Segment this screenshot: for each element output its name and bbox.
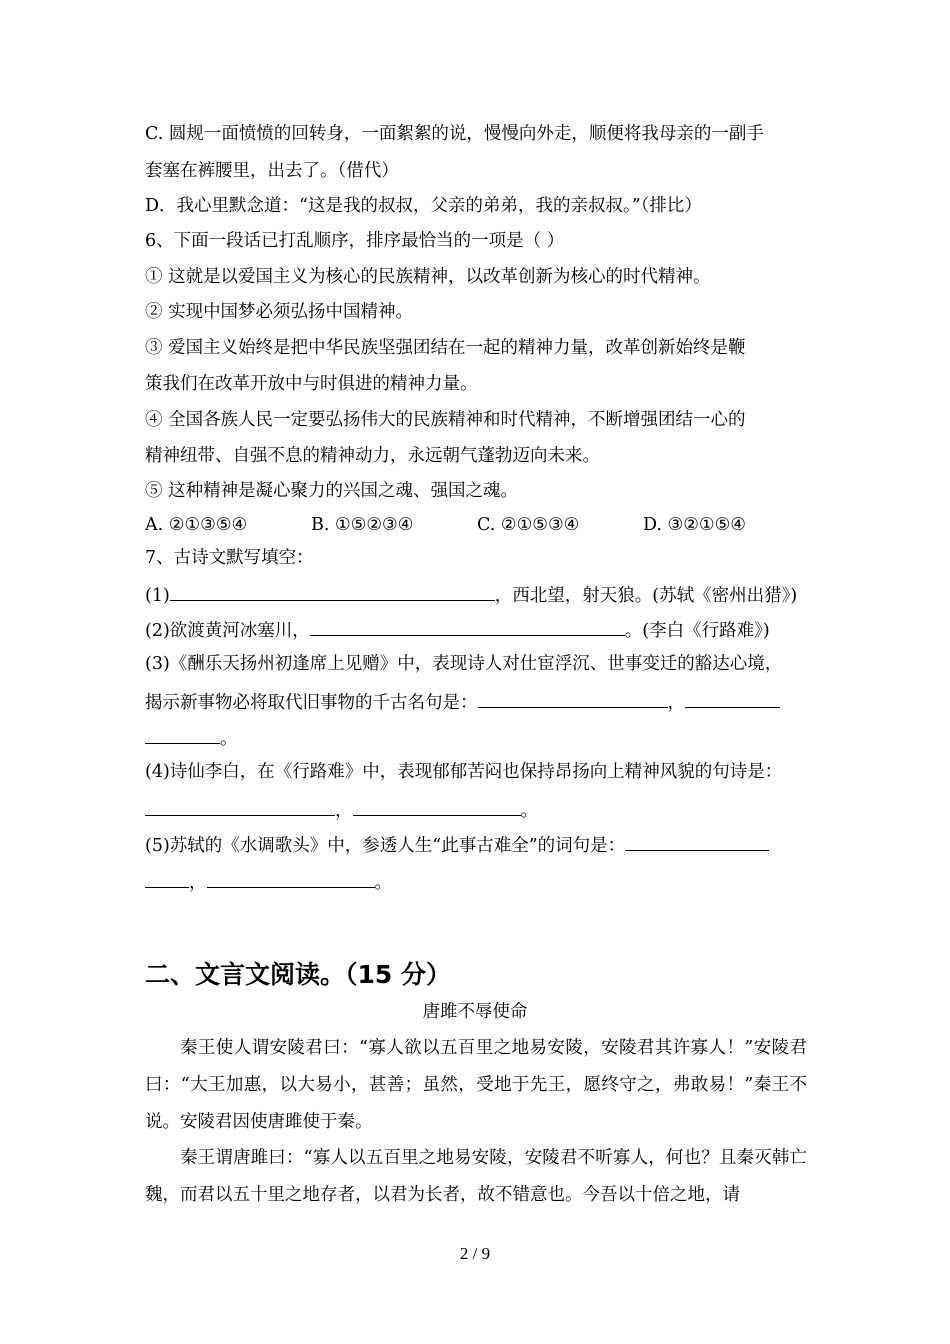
question-6-stem: 6、下面一段话已打乱顺序，排序最恰当的一项是（ ） [145, 231, 565, 251]
answer-blank[interactable] [145, 725, 220, 744]
q7-1-text: ，西北望，射天狼。(苏轼《密州出猎》) [494, 586, 798, 606]
question-7-4-line-2 [145, 797, 538, 823]
question-7-5-line-2 [145, 869, 392, 895]
answer-blank[interactable] [145, 869, 189, 888]
q7-5-text: (5)苏轼的《水调歌头》中，参透人生“此事古难全”的词句是： [145, 836, 626, 856]
period: 。 [374, 873, 392, 893]
passage-paragraph-2: 秦王谓唐雎曰：“寡人以五百里之地易安陵，安陵君不听寡人，何也？且秦灭韩亡魏，而君以五十里之地存者，以君为长者，故不错意也。今吾以十倍之地，请 [145, 1148, 807, 1205]
q7-2-text-post: 。(李白《行路难》) [624, 621, 770, 641]
question-7-2 [145, 617, 770, 643]
sentence-4-line-2: 精神纽带、自强不息的精神动力，永远朝气蓬勃迈向未来。 [145, 446, 600, 466]
option-d-choice: D. ③②①⑤④ [643, 515, 746, 535]
answer-blank[interactable] [478, 689, 668, 708]
answer-blank[interactable] [353, 797, 521, 816]
sentence-1: ① 这就是以爱国主义为核心的民族精神，以改革创新为核心的时代精神。 [145, 267, 711, 287]
period: 。 [220, 729, 238, 749]
option-d: D．我心里默念道：“这是我的叔叔，父亲的弟弟，我的亲叔叔。”（排比） [145, 196, 702, 216]
q7-3-text: 揭示新事物必将取代旧事物的千古名句是： [145, 693, 478, 713]
question-6-options [145, 513, 746, 537]
option-b: B. ①⑤②③④ [311, 515, 414, 535]
passage-title: 唐雎不辱使命 [422, 1002, 528, 1022]
answer-blank[interactable] [310, 617, 625, 636]
question-7-3-line-1: (3)《酬乐天扬州初逢席上见赠》中，表现诗人对仕宦浮沉、世事变迁的豁达心境， [145, 654, 783, 674]
option-c: C. ②①⑤③④ [477, 515, 580, 535]
sentence-3-line-1: ③ 爱国主义始终是把中华民族坚强团结在一起的精神力量，改革创新始终是鞭 [145, 338, 746, 358]
option-c-line-1: C. 圆规一面愤愤的回转身，一面絮絮的说，慢慢向外走，顺便将我母亲的一副手 [145, 124, 764, 144]
comma: ， [335, 801, 353, 821]
comma: ， [667, 693, 685, 713]
q7-2-text-pre: (2)欲渡黄河冰塞川， [145, 621, 310, 641]
option-a: A. ②①③⑤④ [145, 515, 248, 535]
period: 。 [520, 801, 538, 821]
sentence-2: ② 实现中国梦必须弘扬中国精神。 [145, 302, 414, 322]
answer-blank[interactable] [170, 582, 495, 601]
page-number: 2 / 9 [459, 1244, 491, 1263]
question-7-3-line-2 [145, 689, 780, 715]
answer-blank[interactable] [685, 689, 780, 708]
question-7-4-line-1: (4)诗仙李白，在《行路难》中，表现郁郁苦闷也保持昂扬向上精神风貌的句诗是： [145, 762, 783, 782]
sentence-4-line-1: ④ 全国各族人民一定要弘扬伟大的民族精神和时代精神，不断增强团结一心的 [145, 410, 746, 430]
answer-blank[interactable] [625, 832, 769, 851]
comma: ， [189, 873, 207, 893]
option-c-line-2: 套塞在裤腰里，出去了。（借代） [145, 161, 399, 181]
passage-paragraph-1: 秦王使人谓安陵君曰：“寡人欲以五百里之地易安陵，安陵君其许寡人！”安陵君曰：“大王加惠，以大易小，甚善；虽然，受地于先王，愿终守之，弗敢易！”秦王不说。安陵君因使唐雎使于秦。 [145, 1038, 807, 1132]
question-7-5-line-1 [145, 832, 769, 858]
answer-blank[interactable] [207, 869, 375, 888]
sentence-5: ⑤ 这种精神是凝心聚力的兴国之魂、强国之魂。 [145, 481, 519, 501]
section-heading: 二、文言文阅读。（15 分） [145, 960, 451, 989]
question-7-stem: 7、古诗文默写填空： [145, 548, 314, 568]
answer-blank[interactable] [145, 797, 335, 816]
question-7-1 [145, 582, 797, 608]
question-7-3-line-3 [145, 725, 238, 751]
q7-1-number: (1) [145, 586, 170, 606]
sentence-3-line-2: 策我们在改革开放中与时俱进的精神力量。 [145, 374, 478, 394]
